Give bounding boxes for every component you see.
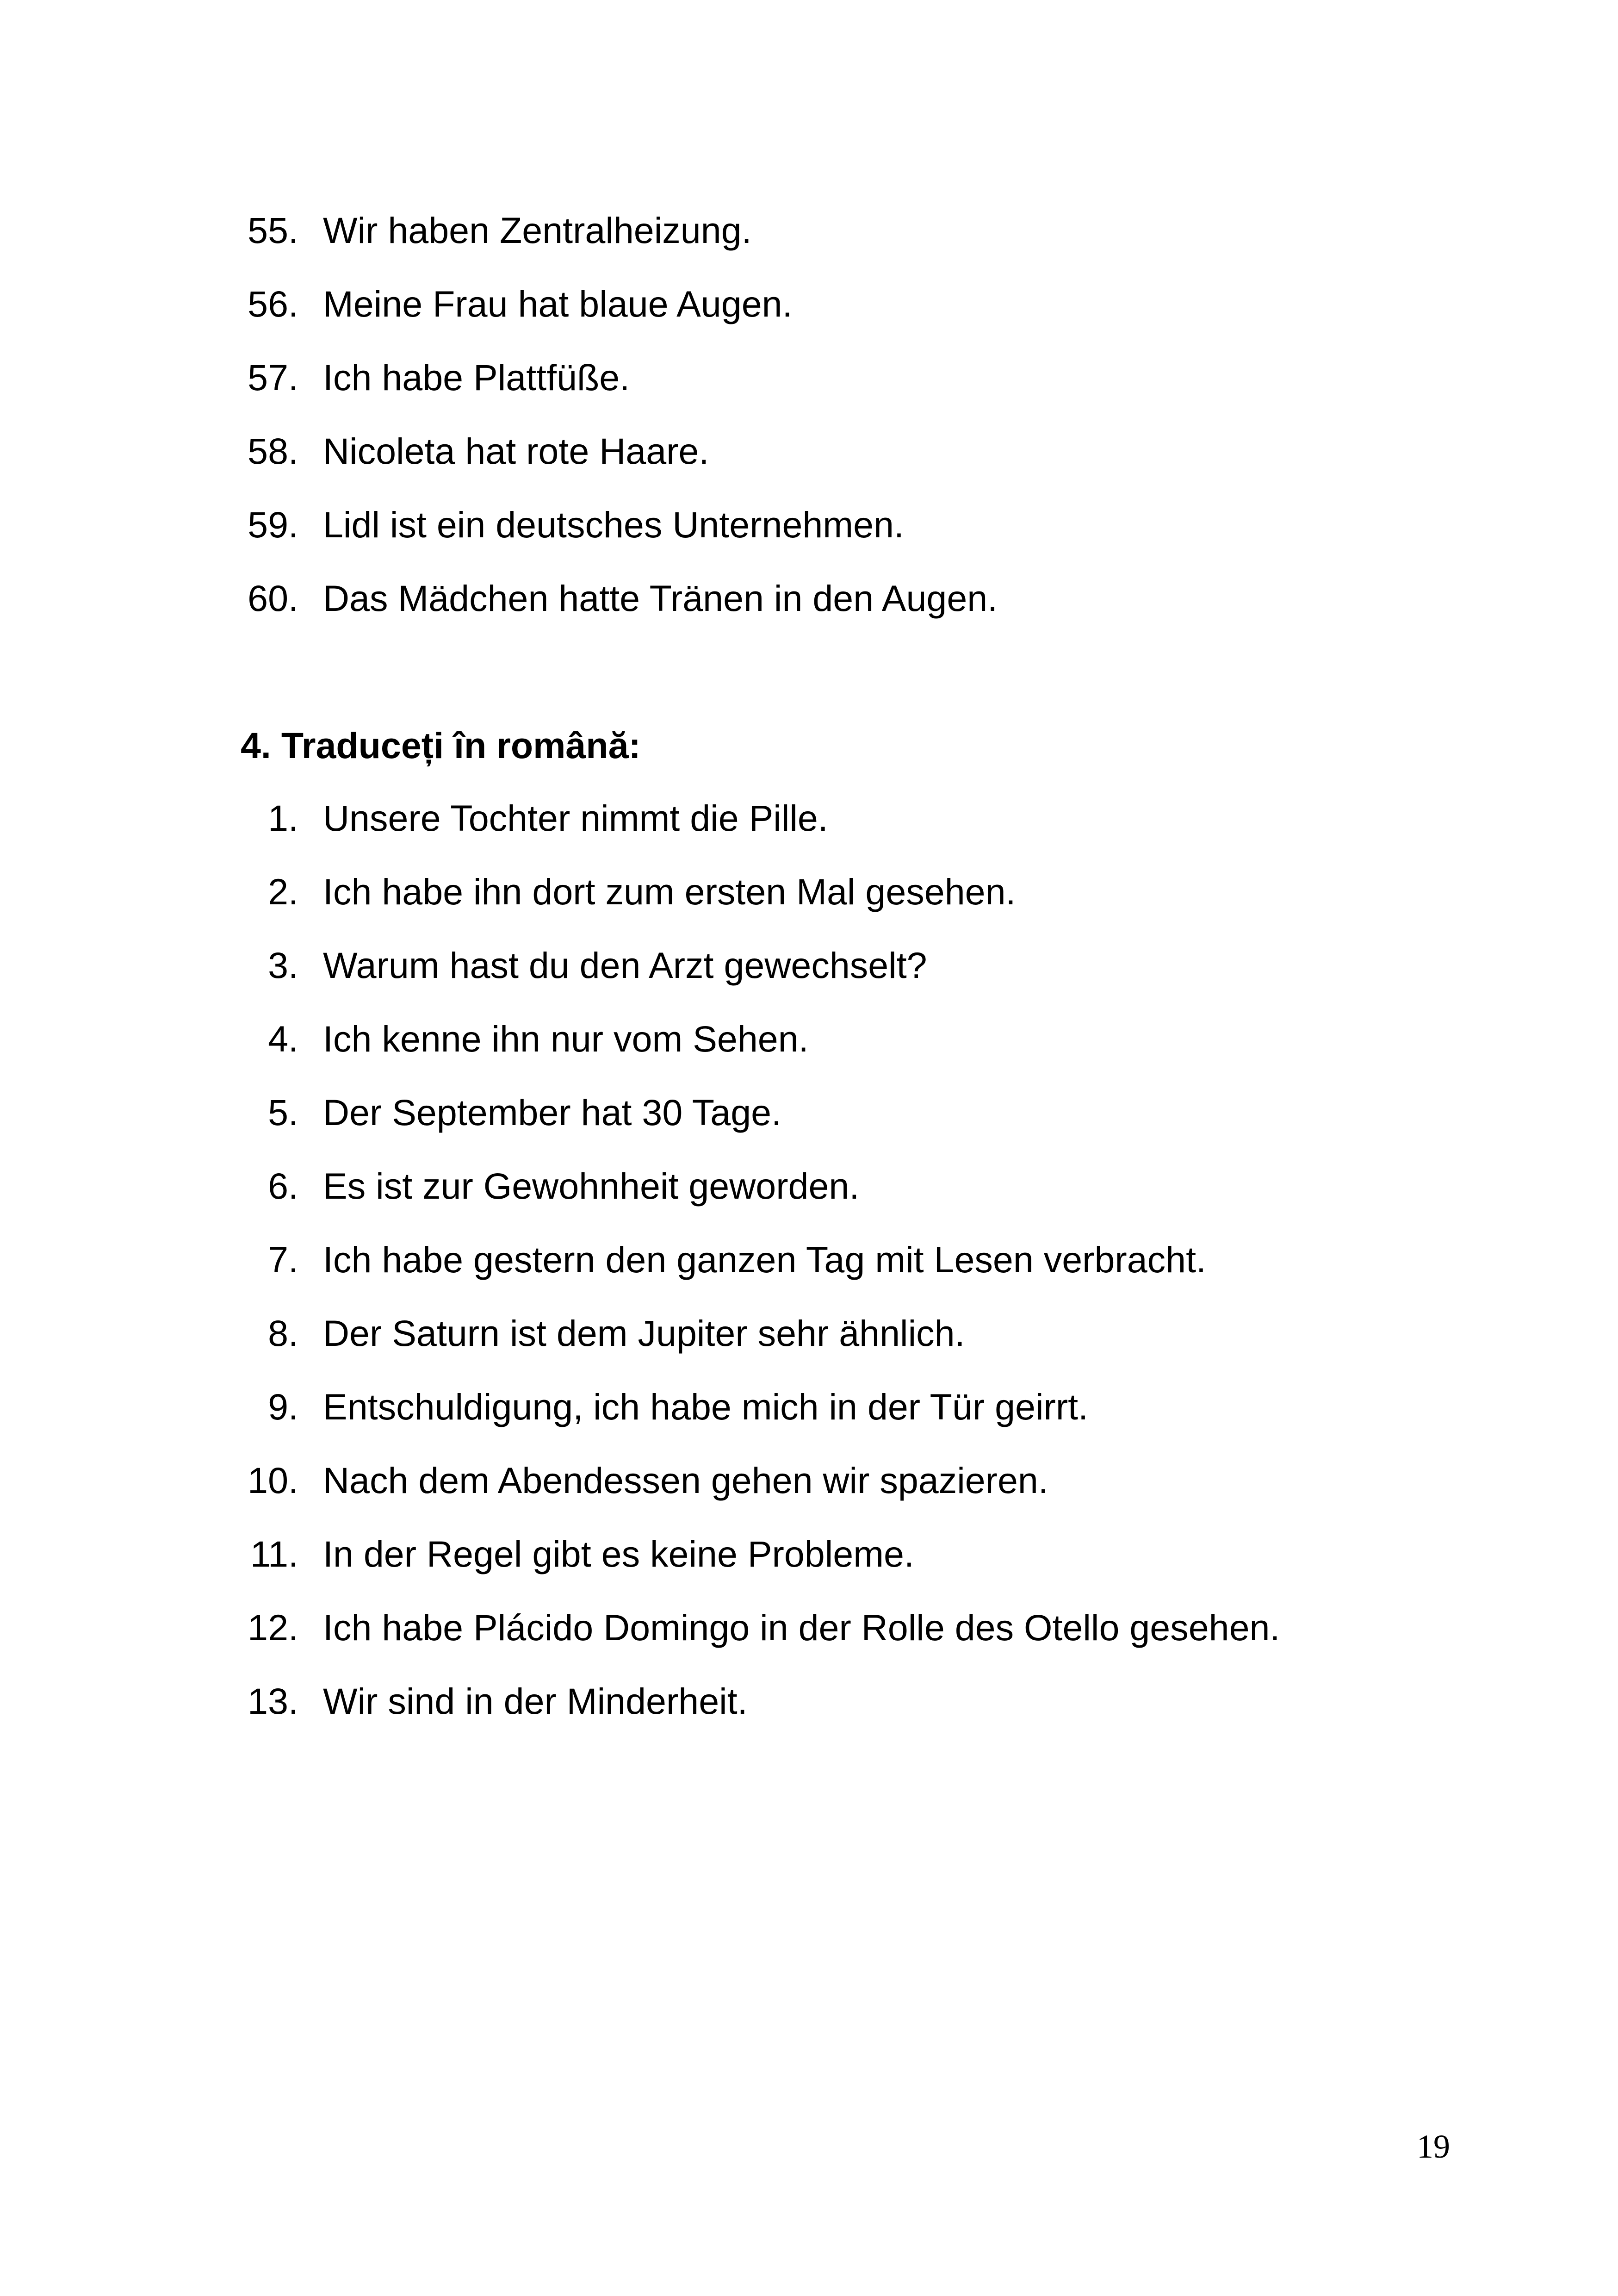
item-text: Ich habe gestern den ganzen Tag mit Lesen verbracht. xyxy=(323,1239,1206,1280)
item-text: Der Saturn ist dem Jupiter sehr ähnlich. xyxy=(323,1313,965,1354)
list-item xyxy=(0,1296,1618,1370)
item-text: Wir haben Zentralheizung. xyxy=(323,210,752,251)
list-item xyxy=(0,1370,1618,1444)
item-number: 7. xyxy=(268,1239,298,1280)
item-number: 6. xyxy=(268,1165,298,1207)
item-text: Nach dem Abendessen gehen wir spazieren. xyxy=(323,1460,1048,1501)
item-text: Ich habe ihn dort zum ersten Mal gesehen. xyxy=(323,871,1016,912)
item-text: Lidl ist ein deutsches Unternehmen. xyxy=(323,504,904,545)
item-number: 1. xyxy=(268,797,298,839)
list-item xyxy=(0,488,1618,561)
item-text: Es ist zur Gewohnheit geworden. xyxy=(323,1165,860,1207)
list-item xyxy=(0,1591,1618,1664)
item-text: Meine Frau hat blaue Augen. xyxy=(323,283,793,324)
item-number: 55. xyxy=(248,210,298,251)
item-text: Das Mädchen hatte Tränen in den Augen. xyxy=(323,578,998,619)
item-text: Unsere Tochter nimmt die Pille. xyxy=(323,797,828,839)
item-number: 12. xyxy=(248,1607,298,1648)
item-text: Nicoleta hat rote Haare. xyxy=(323,430,709,472)
item-text: Ich habe Plácido Domingo in der Rolle des Otello gesehen. xyxy=(323,1607,1280,1648)
item-text: Warum hast du den Arzt gewechselt? xyxy=(323,945,927,986)
translation-exercise-list xyxy=(0,781,1618,1738)
list-item xyxy=(0,1002,1618,1076)
item-number: 58. xyxy=(248,430,298,472)
item-number: 57. xyxy=(248,357,298,398)
list-item xyxy=(0,267,1618,341)
item-text: Ich kenne ihn nur vom Sehen. xyxy=(323,1018,809,1059)
item-number: 2. xyxy=(268,871,298,912)
item-number: 10. xyxy=(248,1460,298,1501)
section-heading: 4. Traduceți în română: xyxy=(241,725,641,766)
list-item xyxy=(0,1076,1618,1149)
list-item xyxy=(0,1223,1618,1296)
sentence-list-continued xyxy=(0,193,1618,635)
page-number: 19 xyxy=(1417,2128,1450,2165)
item-number: 56. xyxy=(248,283,298,324)
item-number: 59. xyxy=(248,504,298,545)
item-text: In der Regel gibt es keine Probleme. xyxy=(323,1533,914,1574)
list-item xyxy=(0,1444,1618,1517)
list-item xyxy=(0,193,1618,267)
item-text: Wir sind in der Minderheit. xyxy=(323,1680,748,1722)
item-number: 9. xyxy=(268,1386,298,1427)
list-item xyxy=(0,1149,1618,1223)
item-number: 60. xyxy=(248,578,298,619)
list-item xyxy=(0,414,1618,488)
list-item xyxy=(0,561,1618,635)
list-item xyxy=(0,855,1618,928)
item-number: 8. xyxy=(268,1313,298,1354)
item-number: 13. xyxy=(248,1680,298,1722)
item-number: 4. xyxy=(268,1018,298,1059)
list-item xyxy=(0,781,1618,855)
list-item xyxy=(0,1664,1618,1738)
item-number: 5. xyxy=(268,1092,298,1133)
list-item xyxy=(0,341,1618,414)
list-item xyxy=(0,1517,1618,1591)
list-item xyxy=(0,928,1618,1002)
item-text: Der September hat 30 Tage. xyxy=(323,1092,782,1133)
item-text: Ich habe Plattfüße. xyxy=(323,357,630,398)
item-number: 3. xyxy=(268,945,298,986)
item-number: 11. xyxy=(250,1533,298,1574)
item-text: Entschuldigung, ich habe mich in der Tür geirrt. xyxy=(323,1386,1089,1427)
